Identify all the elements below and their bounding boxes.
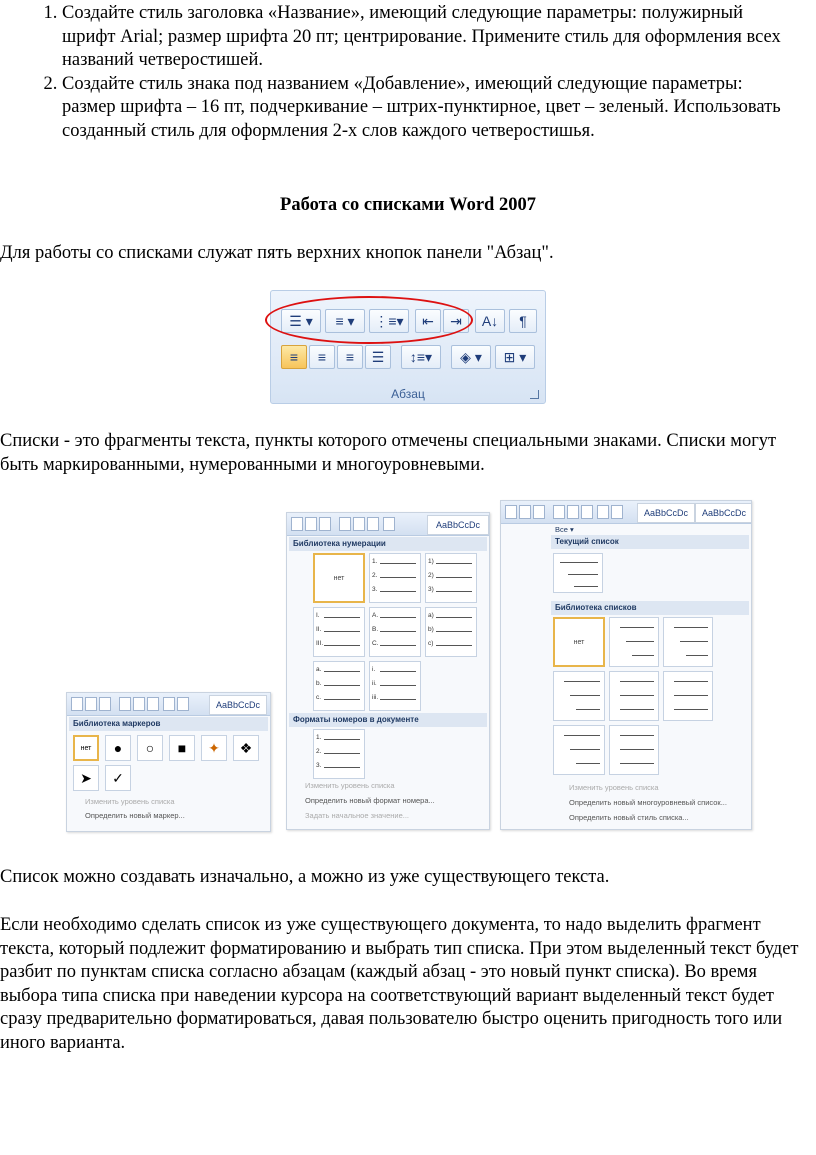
align-center-button[interactable]: [309, 345, 335, 369]
multilevel-icon: ⋮≡▾: [374, 312, 404, 329]
bullet-square[interactable]: ■: [169, 735, 195, 761]
task-item-1: 1. Создайте стиль заголовка «Название», имеющий следующие параметры: полужирный шрифт Arial; размер шрифта 20 пт; центрирование. Примените стиль для оформления всех названий четверостишей.: [62, 2, 790, 73]
multilevel-list-panel: [500, 500, 752, 830]
numbering-format-5[interactable]: a) b) c): [425, 607, 477, 657]
sort-button[interactable]: [475, 309, 505, 333]
multilevel-format-5[interactable]: [663, 671, 713, 721]
multilevel-format-3[interactable]: [553, 671, 605, 721]
align-right-button[interactable]: [337, 345, 363, 369]
borders-icon: ⊞ ▾: [503, 348, 527, 365]
align-left-icon: ≡: [289, 349, 299, 365]
numbering-format-3[interactable]: I. II. III.: [313, 607, 365, 657]
paragraph-lists: Списки - это фрагменты текста, пункты которого отмечены специальными знаками. Списки могут быть маркированными, нумерованными и многоуровневыми.: [0, 431, 777, 475]
section-heading: Работа со списками Word 2007: [280, 195, 536, 215]
bullet-diamond[interactable]: ❖: [233, 735, 259, 761]
current-list-header: Текущий список: [551, 535, 749, 549]
bullet-disc[interactable]: ●: [105, 735, 131, 761]
list-library-header: Библиотека списков: [551, 601, 749, 615]
multilevel-none[interactable]: нет: [553, 617, 605, 667]
bullet-circle[interactable]: ○: [137, 735, 163, 761]
bullets-icon: ☰ ▾: [289, 312, 313, 329]
menu-define-multilevel[interactable]: Определить новый многоуровневый список...: [569, 798, 727, 807]
shading-icon: ◈ ▾: [460, 348, 482, 365]
numbering-icon: ≡ ▾: [335, 312, 355, 329]
ribbon-group-label: Абзац: [391, 387, 425, 401]
style-sample: AaBbCcDc: [209, 695, 267, 715]
dialog-launcher-icon[interactable]: [530, 390, 539, 399]
sort-icon: A↓: [481, 313, 499, 329]
pilcrow-icon: ¶: [519, 313, 527, 329]
justify-icon: ☰: [371, 348, 385, 365]
menu-change-level[interactable]: Изменить уровень списка: [569, 783, 659, 792]
decrease-indent-icon: ⇤: [422, 312, 434, 329]
align-center-icon: ≡: [317, 349, 327, 365]
bullet-arrow[interactable]: ➤: [73, 765, 99, 791]
numbering-format-6[interactable]: a. b. c.: [313, 661, 365, 711]
line-spacing-icon: ↕≡▾: [409, 348, 433, 365]
numbering-library-header: Библиотека нумерации: [289, 537, 487, 551]
numbering-format-2[interactable]: 1) 2) 3): [425, 553, 477, 603]
menu-define-number-format[interactable]: Определить новый формат номера...: [305, 796, 435, 805]
current-list-sample[interactable]: [553, 553, 603, 593]
paragraph-intro: Для работы со списками служат пять верхних кнопок панели "Абзац".: [0, 243, 554, 263]
bullets-library-panel: [66, 692, 271, 832]
bullet-none[interactable]: нет: [73, 735, 99, 761]
paragraph-create: Список можно создавать изначально, а можно из уже существующего текста.: [0, 867, 610, 887]
paragraph-existing-text: Если необходимо сделать список из уже существующего документа, то надо выделить фрагмент текста, который подлежит форматированию и выбрать тип списка. При этом выделенный текст будет разбит по пунктам списка согласно абзацам (каждый абзац - это новый пункт списка). Во время выбора типа списка при наведении курсора на соответствующий вариант выделенный текст будет сразу предварительно форматироваться, давая пользователю быстро оценить пригодность того или иного варианта.: [0, 915, 799, 1053]
style-sample: AaBbCcDc: [427, 515, 489, 535]
menu-change-level[interactable]: Изменить уровень списка: [305, 781, 395, 790]
align-left-button[interactable]: [281, 345, 307, 369]
multilevel-format-2[interactable]: [663, 617, 713, 667]
justify-button[interactable]: [365, 345, 391, 369]
numbering-format-7[interactable]: i. ii. iii.: [369, 661, 421, 711]
filter-all-dropdown[interactable]: Все ▾: [555, 525, 574, 534]
line-spacing-button[interactable]: [401, 345, 441, 369]
multilevel-format-6[interactable]: [553, 725, 605, 775]
multilevel-format-7[interactable]: [609, 725, 659, 775]
task-list: [0, 2, 790, 143]
numbering-none[interactable]: нет: [313, 553, 365, 603]
bullets-library-header: Библиотека маркеров: [69, 717, 268, 731]
multilevel-format-4[interactable]: [609, 671, 659, 721]
style-sample-2: AaBbCcDc: [695, 503, 752, 523]
shading-button[interactable]: [451, 345, 491, 369]
show-marks-button[interactable]: [509, 309, 537, 333]
numbering-format-1[interactable]: 1. 2. 3.: [369, 553, 421, 603]
numbering-doc-format[interactable]: 1. 2. 3.: [313, 729, 365, 779]
bullet-star[interactable]: ✦: [201, 735, 227, 761]
menu-set-start-value[interactable]: Задать начальное значение...: [305, 811, 410, 820]
bullet-check[interactable]: ✓: [105, 765, 131, 791]
multilevel-format-1[interactable]: [609, 617, 659, 667]
borders-button[interactable]: [495, 345, 535, 369]
document-formats-header: Форматы номеров в документе: [289, 713, 487, 727]
increase-indent-icon: ⇥: [450, 312, 462, 329]
menu-define-list-style[interactable]: Определить новый стиль списка...: [569, 813, 689, 822]
menu-define-bullet[interactable]: Определить новый маркер...: [85, 811, 185, 820]
align-right-icon: ≡: [345, 349, 355, 365]
numbering-library-panel: [286, 512, 490, 830]
numbering-format-4[interactable]: A. B. C.: [369, 607, 421, 657]
menu-change-level[interactable]: Изменить уровень списка: [85, 797, 175, 806]
style-sample-1: AaBbCcDc: [637, 503, 695, 523]
task-item-2: 2. Создайте стиль знака под названием «Добавление», имеющий следующие параметры: размер шрифта – 16 пт, подчеркивание – штрих-пунктирное, цвет – зеленый. Использовать созданный стиль для оформления 2-х слов каждого четверостишья.: [62, 73, 790, 144]
highlight-ellipse: [265, 296, 473, 344]
